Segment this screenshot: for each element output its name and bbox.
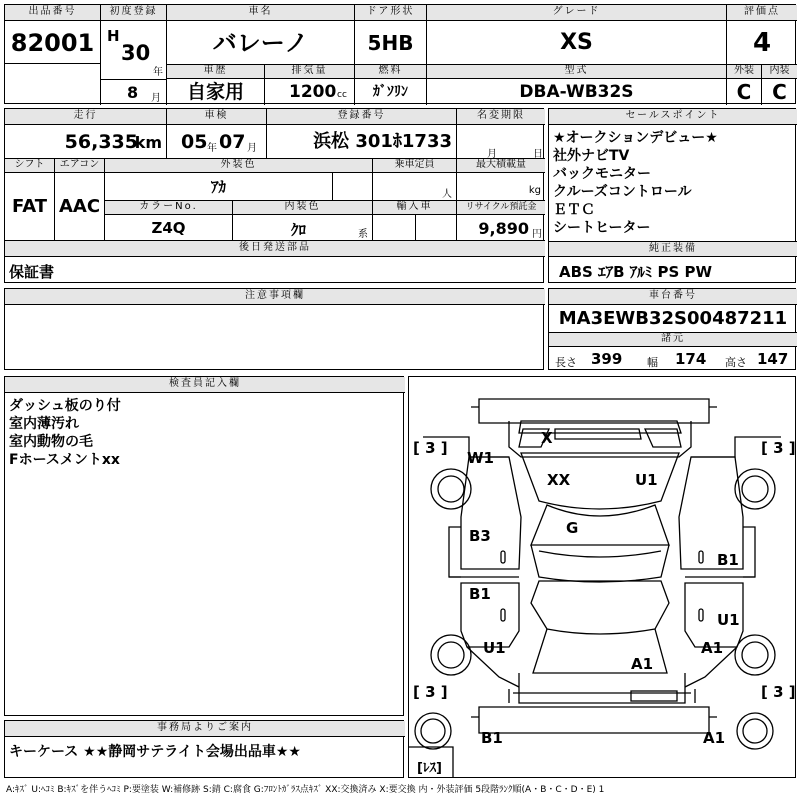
equipment-value: ABS ｴｱB ｱﾙﾐ PS PW [559, 263, 713, 281]
tire-mark-front-left: [ 3 ] [413, 439, 448, 457]
legend: A:ｷｽﾞ U:ﾍｺﾐ B:ｷｽﾞを伴うﾍｺﾐ P:要塗装 W:補修跡 S:錆 C:腐食 G:ﾌﾛﾝﾄｶﾞﾗｽ点ｷｽﾞ XX:交換済み X:要交換 内・外装評価 5段階ﾗﾝｸ順(A・B・C・D・E) 1 [6, 785, 605, 795]
inspection-year-unit: 年 [207, 143, 217, 154]
recycle-unit: 円 [532, 229, 542, 240]
inspection-box [167, 125, 267, 159]
history-label: 車歴 [167, 65, 265, 79]
plate-value: 浜松 301ﾎ1733 [267, 125, 457, 159]
chassis-value: MA3EWB32S00487211 [549, 305, 797, 333]
ext-score-label: 外装 [727, 65, 762, 79]
displacement-box [265, 79, 355, 105]
sales-point-item: クルーズコントロール [553, 184, 692, 200]
door-label: ドア形状 [355, 5, 427, 21]
max-load-box [457, 173, 545, 201]
lot-lower [5, 63, 101, 105]
score-value: 4 [727, 21, 797, 65]
recycle-value: 9,890 [478, 219, 529, 238]
first-reg-month-box [101, 79, 167, 105]
inspector-line: 室内動物の毛 [9, 434, 93, 450]
tire-mark-front-right: [ 3 ] [761, 439, 796, 457]
ext-color-value: ｱｶ [105, 173, 333, 201]
inspector-block [4, 376, 404, 716]
int-score-label: 内装 [762, 65, 797, 79]
damage-g: G [566, 519, 579, 537]
chassis-block [548, 288, 796, 370]
specs-row [549, 347, 797, 371]
damage-xx: XX [547, 471, 571, 489]
inspector-line: 室内薄汚れ [9, 416, 79, 432]
first-reg-year-unit: 年 [153, 67, 163, 78]
notes-block [4, 288, 544, 370]
sales-point-item: シートヒーター [553, 220, 651, 236]
first-reg-month: 8 [127, 83, 139, 102]
sales-point-item: バックモニター [553, 166, 651, 182]
inspector-lines [9, 397, 121, 469]
displacement-value: 1200 [289, 82, 337, 102]
damage-b1-bottom: B1 [481, 729, 503, 747]
first-reg-month-unit: 月 [151, 93, 161, 104]
sales-points-block [548, 108, 796, 283]
damage-a1-bottom: A1 [703, 729, 726, 747]
ac-label: エアコン [55, 159, 105, 173]
length-label: 長さ [555, 356, 577, 369]
max-load-unit: kg [528, 185, 541, 196]
mileage-unit: km [134, 133, 162, 152]
int-score: C [772, 80, 787, 104]
damage-u1-top: U1 [635, 471, 658, 489]
notes-label: 注意事項欄 [5, 289, 545, 305]
equipment-label: 純正装備 [549, 241, 797, 257]
import-box [373, 215, 457, 241]
sales-points-label: セールスポイント [549, 109, 797, 125]
damage-u1-left: U1 [483, 639, 506, 657]
inspector-line: ダッシュ板のり付 [9, 398, 121, 414]
first-reg-era: H [107, 27, 120, 45]
inspector-line: Fホースメントxx [9, 452, 120, 468]
damage-b1-left: B1 [469, 585, 491, 603]
sales-points-list [553, 129, 718, 237]
fuel-value: ｶﾞｿﾘﾝ [355, 79, 427, 105]
width-label: 幅 [647, 356, 658, 369]
ext-score: C [727, 79, 762, 105]
tire-mark-rear-right: [ 3 ] [761, 683, 796, 701]
capacity-label: 乗車定員 [373, 159, 457, 173]
displacement-unit: cc [337, 90, 347, 100]
door-type: 5HB [355, 21, 427, 65]
first-reg-year: 30 [121, 41, 151, 65]
office-block [4, 720, 404, 778]
length-value: 399 [591, 350, 623, 368]
spare-tire-mark: [ﾚｽ] [417, 761, 442, 776]
height-value: 147 [757, 350, 789, 368]
header-block [4, 4, 796, 104]
sales-point-item: ★オークションデビュー★ [553, 130, 718, 146]
int-color-label: 内装色 [233, 201, 373, 215]
name-change-label: 名変期限 [457, 109, 545, 125]
sales-point-item: 社外ナビTV [553, 148, 630, 164]
car-outline [409, 377, 795, 777]
office-value: キーケース ★★静岡サテライト会場出品車★★ [9, 744, 301, 760]
ac-value: AAC [55, 173, 105, 241]
history-value: 自家用 [167, 79, 265, 105]
capacity-box [373, 173, 457, 201]
recycle-box [457, 215, 545, 241]
shift-value: FAT [5, 173, 55, 241]
height-label: 高さ [725, 356, 747, 369]
plate-label: 登録番号 [267, 109, 457, 125]
later-parts-label: 後日発送部品 [5, 241, 545, 257]
inspection-label: 車検 [167, 109, 267, 125]
damage-b3: B3 [469, 527, 491, 545]
later-parts-value: 保証書 [9, 263, 55, 281]
name-change-day: 日 [533, 149, 543, 159]
damage-a1-center: A1 [631, 655, 654, 673]
inspection-year: 05 [181, 131, 208, 153]
int-color-box [233, 215, 373, 241]
office-label: 事務局よりご案内 [5, 721, 405, 737]
mileage-label: 走行 [5, 109, 167, 125]
color-no-label: カラーNo. [105, 201, 233, 215]
first-reg-label: 初度登録 [101, 5, 167, 21]
recycle-label: リサイクル預託金 [457, 201, 545, 215]
damage-x: X [541, 429, 553, 447]
ext-color-label: 外装色 [105, 159, 373, 173]
chassis-label: 車台番号 [549, 289, 797, 305]
import-label: 輸入車 [373, 201, 457, 215]
car-diagram [408, 376, 796, 778]
specs-label: 諸元 [549, 333, 797, 347]
first-reg-box [101, 21, 167, 81]
ext-color-extra [333, 173, 373, 201]
car-name: バレーノ [167, 21, 355, 65]
car-name-label: 車名 [167, 5, 355, 21]
grade-label: グレード [427, 5, 727, 21]
fuel-label: 燃料 [355, 65, 427, 79]
int-color-value: ｸﾛ [291, 221, 307, 239]
damage-u1-right: U1 [717, 611, 740, 629]
model-value: DBA-WB32S [427, 79, 727, 105]
score-label: 評価点 [727, 5, 797, 21]
shift-label: シフト [5, 159, 55, 173]
int-color-unit: 系 [358, 229, 368, 240]
lot-number: 82001 [5, 21, 101, 65]
damage-a1-right: A1 [701, 639, 724, 657]
name-change-month: 月 [487, 149, 497, 159]
mileage-box [5, 125, 167, 159]
damage-b1-right: B1 [717, 551, 739, 569]
grade-value: XS [427, 21, 727, 65]
tire-mark-rear-left: [ 3 ] [413, 683, 448, 701]
capacity-unit: 人 [442, 189, 452, 200]
displacement-label: 排気量 [265, 65, 355, 79]
inspection-month-unit: 月 [247, 143, 257, 154]
width-value: 174 [675, 350, 707, 368]
damage-w1: W1 [467, 449, 494, 467]
inspector-label: 検査員記入欄 [5, 377, 405, 393]
details-block [4, 108, 544, 283]
max-load-label: 最大積載量 [457, 159, 545, 173]
lot-label: 出品番号 [5, 5, 101, 21]
mileage-value: 56,335 [64, 131, 138, 153]
model-label: 型式 [427, 65, 727, 79]
inspection-month: 07 [219, 131, 246, 153]
name-change-box [457, 125, 545, 159]
sales-point-item: ＥＴＣ [553, 202, 595, 218]
color-no-value: Z4Q [105, 215, 233, 241]
